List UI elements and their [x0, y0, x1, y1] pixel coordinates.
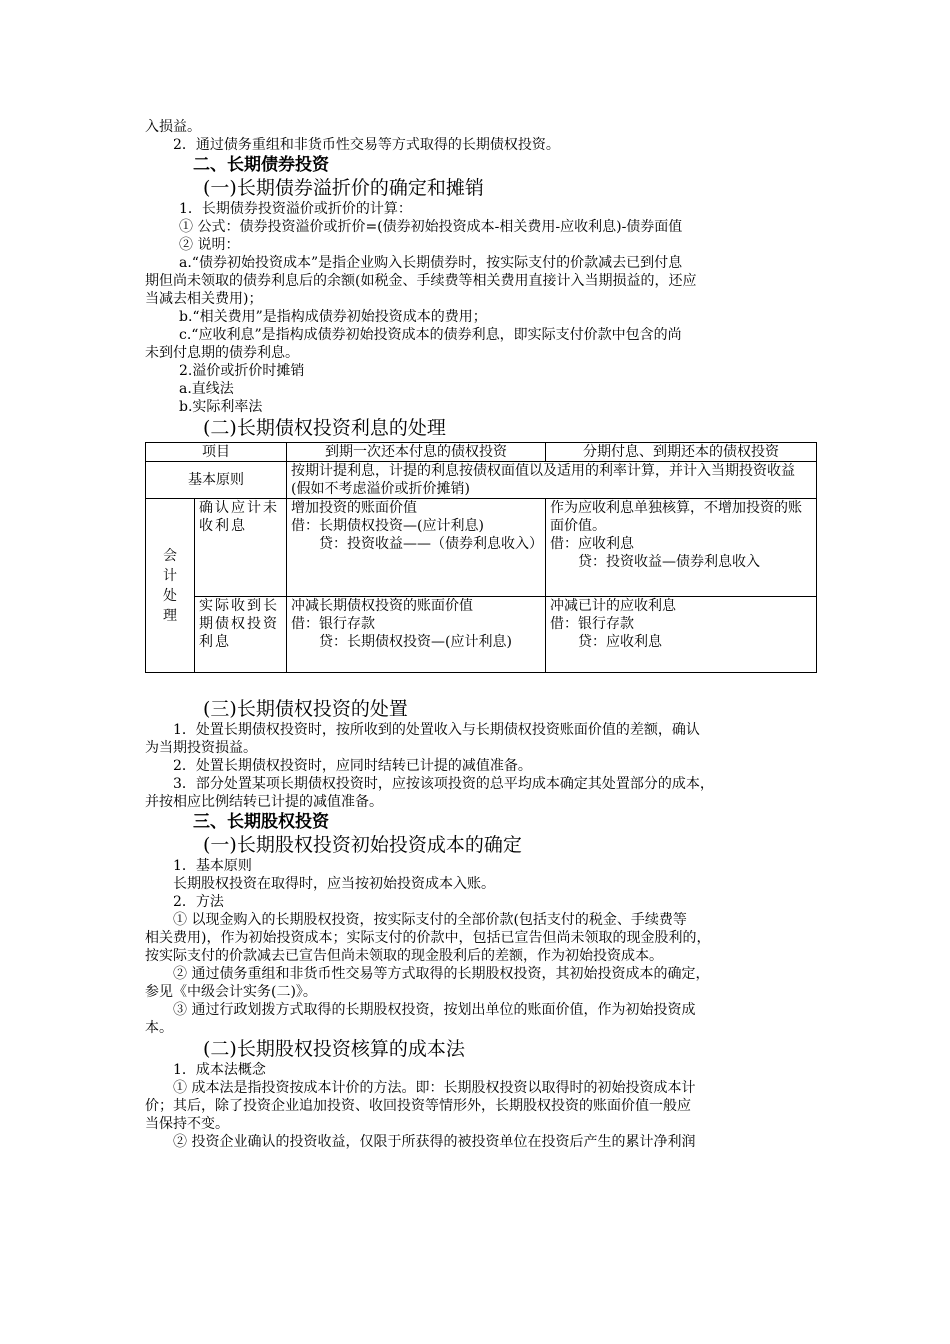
cell-line: 贷：长期债权投资—(应计利息)	[291, 634, 512, 650]
text-line: 相关费用)，作为初始投资成本；实际支付的价款中，包括已宣告但尚未领取的现金股利的，	[145, 930, 711, 946]
vertical-label: 会计处理	[163, 547, 177, 624]
text-line: ① 公式：债券投资溢价或折价=(债券初始投资成本-相关费用-应收利息)-债券面值	[179, 219, 683, 235]
text-line: 期但尚未领取的债券利息后的余额(如税金、手续费等相关费用直接计入当期损益的，还应	[145, 273, 697, 289]
text-line: ① 以现金购入的长期股权投资，按实际支付的全部价款(包括支付的税金、手续费等	[173, 912, 687, 928]
text-line: 3．部分处置某项长期债权投资时，应按该项投资的总平均成本确定其处置部分的成本，	[173, 776, 714, 792]
cell-line: 增加投资的账面价值	[291, 500, 417, 516]
subsection-heading: (二)长期股权投资核算的成本法	[203, 1038, 465, 1060]
table-cell: 实际收到长期债权投资利息	[195, 597, 287, 673]
text-line: 1．处置长期债权投资时，按所收到的处置收入与长期债权投资账面价值的差额，确认	[173, 722, 700, 738]
cell-line: 作为应收利息单独核算，不增加投资的账面价值。	[550, 500, 802, 534]
text-line: ② 投资企业确认的投资收益，仅限于所获得的被投资单位在投资后产生的累计净利润	[173, 1134, 696, 1150]
text-line: 1．长期债券投资溢价或折价的计算：	[179, 201, 412, 217]
table-cell: 确认应计未收利息	[195, 499, 287, 597]
text-line: 入损益。	[145, 119, 201, 135]
cell-line: 贷：投资收益—债券利息收入	[550, 554, 760, 570]
text-line: b.实际利率法	[179, 399, 263, 415]
text-line: ③ 通过行政划拨方式取得的长期股权投资，按划出单位的账面价值，作为初始投资成	[173, 1002, 696, 1018]
text-line: ② 说明：	[179, 237, 240, 253]
text-line: 2．处置长期债权投资时，应同时结转已计提的减值准备。	[173, 758, 532, 774]
table-header-cell: 项目	[146, 443, 287, 462]
text-line: 为当期投资损益。	[145, 740, 257, 756]
text-line: 当减去相关费用)；	[145, 291, 263, 307]
table-header-row	[146, 443, 817, 462]
cell-line: 冲减已计的应收利息	[550, 598, 676, 614]
table-cell	[287, 499, 546, 597]
section-heading: 二、长期债券投资	[193, 155, 329, 175]
cell-line: 借：长期债权投资—(应计利息)	[291, 518, 484, 534]
table-cell-vertical	[146, 499, 195, 673]
text-line: 并按相应比例结转已计提的减值准备。	[145, 794, 383, 810]
subsection-heading: (三)长期债权投资的处置	[203, 698, 408, 720]
text-line: a.“债券初始投资成本”是指企业购入长期债券时，按实际支付的价款减去已到付息	[179, 255, 683, 271]
text-line: 1．基本原则	[173, 858, 252, 874]
table-cell	[287, 597, 546, 673]
subsection-heading: (一)长期股权投资初始投资成本的确定	[203, 834, 522, 856]
text-line: b.“相关费用”是指构成债券初始投资成本的费用；	[179, 309, 487, 325]
table-header-cell: 分期付息、到期还本的债权投资	[546, 443, 817, 462]
cell-line: 冲减长期债权投资的账面价值	[291, 598, 473, 614]
text-line: ② 通过债务重组和非货币性交易等方式取得的长期股权投资，其初始投资成本的确定，	[173, 966, 710, 982]
table-row	[146, 597, 817, 673]
section-heading: 三、长期股权投资	[193, 812, 329, 832]
text-line: c.“应收利息”是指构成债券初始投资成本的债券利息，即实际支付价款中包含的尚	[179, 327, 682, 343]
table-header-cell: 到期一次还本付息的债权投资	[287, 443, 546, 462]
table-cell: 基本原则	[146, 462, 287, 499]
subsection-heading: (二)长期债权投资利息的处理	[203, 417, 446, 439]
subsection-heading: (一)长期债券溢折价的确定和摊销	[203, 177, 484, 199]
text-line: a.直线法	[179, 381, 234, 397]
cell-line: 借：银行存款	[291, 616, 375, 632]
interest-treatment-table	[145, 442, 817, 673]
table-cell	[546, 597, 817, 673]
text-line: 按实际支付的价款减去已宣告但尚未领取的现金股利后的差额，作为初始投资成本。	[145, 948, 663, 964]
text-line: 当保持不变。	[145, 1116, 229, 1132]
text-line: 2．方法	[173, 894, 224, 910]
text-line: 本。	[145, 1020, 173, 1036]
text-line: 2．通过债务重组和非货币性交易等方式取得的长期债权投资。	[173, 137, 560, 153]
text-line: 长期股权投资在取得时，应当按初始投资成本入账。	[173, 876, 495, 892]
cell-line: 贷：投资收益——（债券利息收入）	[291, 536, 543, 552]
table-cell	[546, 499, 817, 597]
text-line: ① 成本法是指投资按成本计价的方法。即：长期股权投资以取得时的初始投资成本计	[173, 1080, 696, 1096]
cell-line: 贷：应收利息	[550, 634, 662, 650]
cell-line: 借：应收利息	[550, 536, 634, 552]
table-row	[146, 499, 817, 597]
text-line: 未到付息期的债券利息。	[145, 345, 299, 361]
text-line: 2.溢价或折价时摊销	[179, 363, 305, 379]
text-line: 参见《中级会计实务(二)》。	[145, 984, 317, 1000]
cell-line: 借：银行存款	[550, 616, 634, 632]
table-cell: 按期计提利息，计提的利息按债权面值以及适用的利率计算，并计入当期投资收益(假如不考虑溢价或折价摊销)	[287, 462, 817, 499]
document-page	[145, 0, 817, 1151]
table-row	[146, 462, 817, 499]
text-line: 1．成本法概念	[173, 1062, 266, 1078]
text-line: 价；其后，除了投资企业追加投资、收回投资等情形外，长期股权投资的账面价值一般应	[145, 1098, 691, 1114]
